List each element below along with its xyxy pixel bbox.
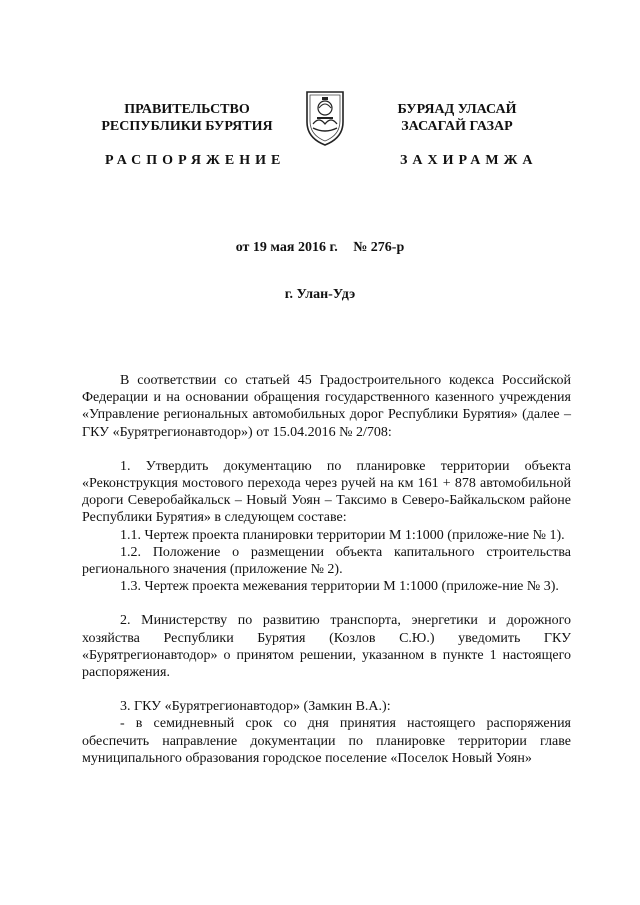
document-city: г. Улан-Удэ: [284, 287, 356, 302]
preamble-paragraph: В соответствии со статьей 45 Градостроительного кодекса Российской Федерации и на основании обращения государственного казенного учреждения «Управление региональных автомобильных дорог Республики Бурятия» (далее – ГКУ «Бурятрегионавтодор») от 15.04.2016 № 2/708:: [82, 373, 571, 440]
issuer-bua: [362, 101, 552, 135]
issuer-ru: [92, 101, 282, 135]
doc-type-bua: ЗАХИРАМЖА: [400, 153, 538, 168]
doc-type-ru: РАСПОРЯЖЕНИЕ: [105, 153, 286, 168]
document-date: от 19 мая 2016 г.: [235, 240, 338, 255]
item-1-2-paragraph: 1.2. Положение о размещении объекта капитального строительства регионального значения (приложение № 2).: [82, 544, 571, 578]
issuer-ru-line2: РЕСПУБЛИКИ БУРЯТИЯ: [101, 119, 273, 134]
item-3-paragraph: 3. ГКУ «Бурятрегионавтодор» (Замкин В.А.):: [120, 699, 391, 715]
item-3-a-paragraph: - в семидневный срок со дня принятия настоящего распоряжения обеспечить направление документации по планировке территории главе муниципального образования городское поселение «Поселок Новый Уоян»: [82, 716, 571, 766]
issuer-bua-line1: БУРЯАД УЛАСАЙ: [397, 102, 517, 117]
issuer-bua-line2: ЗАСАГАЙ ГАЗАР: [401, 119, 513, 134]
item-1-paragraph: 1. Утвердить документацию по планировке территории объекта «Реконструкция мостового перехода через ручей на км 161 + 878 автомобильной дороги Северобайкальск – Новый Уоян – Таксимо в Северо-Байкальском районе Республики Бурятия» в следующем составе:: [82, 458, 571, 526]
buryatia-coat-of-arms-icon: [301, 88, 349, 148]
issuer-ru-line1: ПРАВИТЕЛЬСТВО: [124, 102, 250, 117]
item-2-paragraph: 2. Министерству по развитию транспорта, энергетики и дорожного хозяйства Республики Бурятия (Козлов С.Ю.) уведомить ГКУ «Бурятрегионавтодор» о принятом решении, указанном в пункте 1 настоящего распоряжения.: [82, 613, 571, 681]
date-number-line: [0, 240, 640, 256]
item-1-3-paragraph: 1.3. Чертеж проекта межевания территории М 1:1000 (приложе-ние № 3).: [120, 579, 559, 595]
document-body: [82, 372, 571, 767]
item-1-1-paragraph: 1.1. Чертеж проекта планировки территории М 1:1000 (приложе-ние № 1).: [120, 527, 565, 543]
document-number: № 276-р: [353, 240, 405, 255]
